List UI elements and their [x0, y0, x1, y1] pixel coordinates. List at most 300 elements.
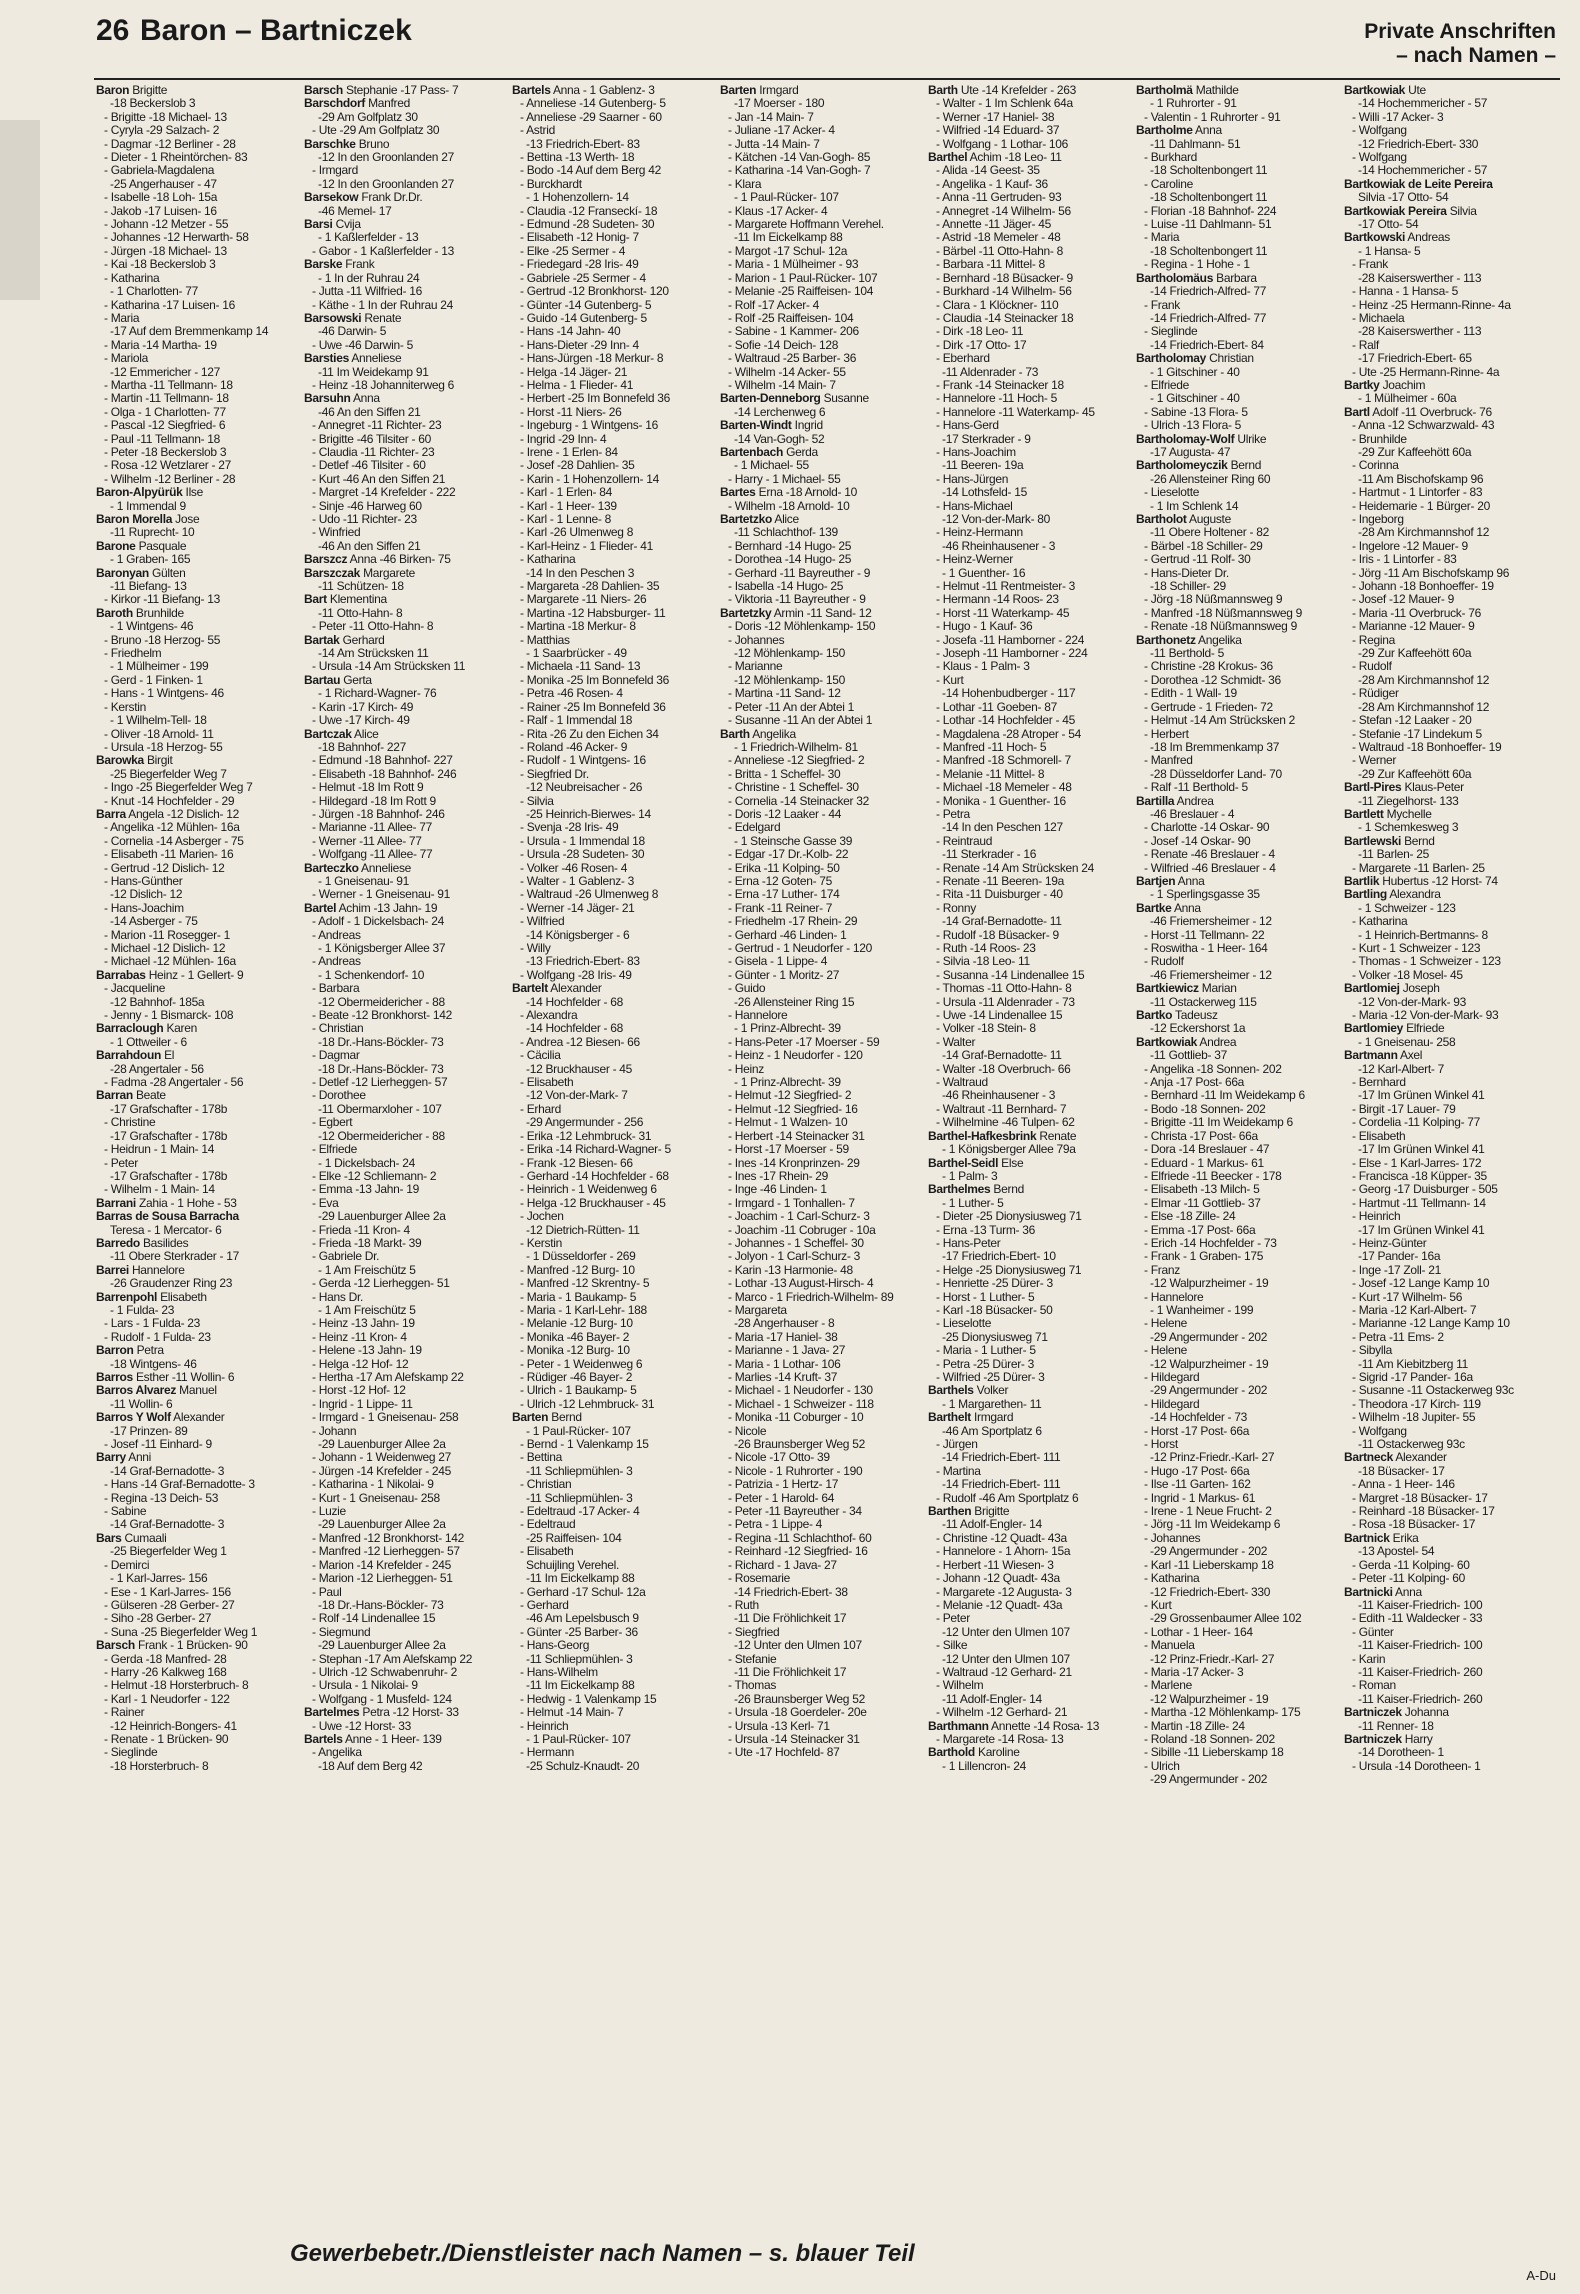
list-item: - Karl - 1 Erlen- 84 [520, 485, 613, 500]
list-item: - Melanie -12 Quadt- 43a [936, 1597, 1063, 1612]
list-item: - Karin -17 Kirch- 49 [312, 699, 414, 714]
list-item: - Helga -12 Hof- 12 [312, 1356, 409, 1371]
list-item: - Elisabeth -12 Honig- 7 [520, 230, 639, 245]
list-item: - Elfriede -11 Beecker - 178 [1144, 1168, 1282, 1183]
list-item: - Anna -12 Schwarzwald- 43 [1352, 418, 1495, 433]
list-item: - Karl - 1 Heer- 139 [520, 498, 617, 513]
list-item: - Wilhelm -18 Arnold- 10 [728, 498, 850, 513]
list-item: - Heinrich - 1 Weidenweg 6 [520, 1182, 657, 1197]
list-item: - Regina -11 Schlachthof- 60 [728, 1530, 872, 1545]
list-item: - Elke -12 Schliemann- 2 [312, 1168, 437, 1183]
list-item: - Hans-Joachim [104, 900, 184, 915]
list-item: -26 Graudenzer Ring 23 [110, 1276, 233, 1291]
list-item: -18 Bahnhof- 227 [318, 739, 406, 754]
list-item: - Rolf -17 Acker- 4 [728, 297, 819, 312]
list-item: - Werner -17 Haniel- 38 [936, 109, 1055, 124]
list-item: -29 Lauenburger Allee 2a [318, 1437, 446, 1452]
list-item: - Gülseren -28 Gerber- 27 [104, 1597, 235, 1612]
list-item: - Christine -28 Krokus- 36 [1144, 659, 1273, 674]
surname: Bartkowiak [1344, 84, 1406, 97]
list-item: -17 Grafschafter - 178b [110, 1168, 228, 1183]
list-item: - Wilfried [520, 914, 565, 929]
list-item [304, 593, 509, 606]
given-name: Klementina [329, 592, 387, 607]
list-item: -46 An den Siffen 21 [318, 538, 421, 553]
given-name: Angelika [752, 726, 796, 741]
given-name: Jose [175, 512, 200, 526]
list-item: - Johann -12 Metzer - 55 [104, 217, 229, 232]
list-item [96, 1639, 301, 1652]
list-item: - Margarete -11 Barlen- 25 [1352, 860, 1485, 875]
list-item: - Hans-Michael [936, 498, 1013, 513]
list-item [96, 1197, 301, 1210]
given-name: Petra [136, 1343, 164, 1358]
list-item: - Cäcilia [520, 1048, 561, 1063]
list-item: - Wolfgang -11 Allee- 77 [312, 847, 433, 862]
surname: Bartkowiak Pereira [1344, 203, 1447, 218]
given-name: Auguste [1189, 512, 1231, 526]
list-item: -46 Am Lepelsbusch 9 [526, 1611, 639, 1626]
surname: Bartniczek [1344, 1705, 1402, 1720]
list-item: - Eva [312, 1195, 339, 1210]
list-item: - Katharina -14 Van-Gogh- 7 [728, 163, 871, 178]
list-item: - Sieglinde [1144, 324, 1198, 339]
given-name: Alexander [550, 981, 602, 996]
given-name: Hubertus -12 Horst- 74 [1382, 873, 1498, 888]
list-item: - 1 Schemkesweg 3 [1358, 820, 1459, 835]
list-item: - Ursula - 1 Immendal 18 [520, 833, 645, 848]
surname: Barsuhn [304, 391, 351, 406]
list-item: - Walter - 1 Im Schlenk 64a [936, 96, 1073, 111]
list-item: - 1 Gneisenau- 91 [318, 873, 409, 888]
list-item: - 1 Paul-Rücker- 107 [526, 1423, 631, 1438]
surname: Barschdorf [304, 96, 366, 111]
list-item: - Johann -18 Bonhoeffer- 19 [1352, 579, 1494, 594]
list-item: - Kai -18 Beckerslob 3 [104, 257, 216, 272]
list-item: -29 Lauenburger Allee 2a [318, 1209, 446, 1224]
list-item: - Christine - 1 Scheffel- 30 [728, 780, 859, 795]
list-item: - Friedegard -28 Iris- 49 [520, 257, 639, 272]
list-item: - Bettina -13 Werth- 18 [520, 150, 635, 165]
given-name: Alexander [1395, 1450, 1447, 1465]
list-item: - 1 Gitschiner - 40 [1150, 364, 1240, 379]
list-item: -18 Beckerslob 3 [110, 96, 196, 111]
surname: Bartes [720, 485, 756, 500]
list-item [512, 982, 717, 995]
list-item: -46 Friemersheimer - 12 [1150, 967, 1272, 982]
list-item: - Oliver -18 Arnold- 11 [104, 726, 214, 741]
list-item: - Ingeburg - 1 Wintgens- 16 [520, 418, 658, 433]
list-item: - Heidemarie - 1 Bürger- 20 [1352, 498, 1490, 513]
list-item: - Katharina - 1 Nikolai- 9 [312, 1477, 434, 1492]
list-item [928, 1720, 1133, 1733]
list-item: - Gertrud -12 Bronkhorst- 120 [520, 284, 669, 299]
list-item: - Elke -25 Sermer - 4 [520, 243, 626, 258]
list-item: - Theodora -17 Kirch- 119 [1352, 1396, 1481, 1411]
list-item [1136, 1009, 1341, 1022]
surname: Barsties [304, 351, 349, 366]
list-item: - Marianne [728, 659, 783, 674]
surname: Barske [304, 257, 343, 272]
list-item: - Henriette -25 Dürer- 3 [936, 1276, 1053, 1291]
list-item: -11 Gottlieb- 37 [1150, 1048, 1228, 1063]
list-item: - Beate -12 Bronkhorst- 142 [312, 1008, 452, 1023]
list-item: - Brigitte -18 Michael- 13 [104, 109, 227, 124]
list-item: - Rita -26 Zu den Eichen 34 [520, 726, 659, 741]
list-item: - Helma - 1 Flieder- 41 [520, 377, 634, 392]
list-item: - Michael -18 Memeler - 48 [936, 780, 1072, 795]
list-item: - Manfred -12 Bronkhorst- 142 [312, 1530, 465, 1545]
list-item: - Burckhardt [520, 176, 582, 191]
list-item: - Valentin - 1 Ruhrorter - 91 [1144, 109, 1281, 124]
list-item [1136, 459, 1341, 472]
list-item [304, 902, 509, 915]
given-name: Zahia - 1 Hohe - 53 [138, 1195, 237, 1210]
list-item [96, 1291, 301, 1304]
section-title-line1: Private Anschriften [1364, 20, 1556, 43]
list-item: - Jolyon - 1 Carl-Schurz- 3 [728, 1249, 860, 1264]
list-item: - Horst -17 Post- 66a [1144, 1423, 1250, 1438]
list-item: - Rudolf -46 Am Sportplatz 6 [936, 1490, 1079, 1505]
list-item: - Jörg -11 Am Bischofskamp 96 [1352, 565, 1510, 580]
list-item: - Michaela [1352, 310, 1405, 325]
list-item [304, 138, 509, 151]
list-item: -11 Sterkrader - 16 [942, 847, 1037, 862]
surname: Barthel [928, 150, 968, 165]
surname: Barth [720, 726, 750, 741]
list-item: - Melanie -12 Burg- 10 [520, 1316, 633, 1331]
surname: Bartholomeyczik [1136, 458, 1228, 473]
list-item: - Patrizia - 1 Hertz- 17 [728, 1477, 839, 1492]
list-item: - Reinhard -12 Siegfried- 16 [728, 1544, 868, 1559]
list-item: - Klaus - 1 Palm- 3 [936, 659, 1030, 674]
list-item: - 1 Sperlingsgasse 35 [1150, 887, 1260, 902]
list-item [928, 1505, 1133, 1518]
list-item: - Walter -18 Overbruch- 66 [936, 1061, 1071, 1076]
list-item: - 1 Friedrich-Wilhelm- 81 [734, 739, 858, 754]
given-name: Bernd [551, 1410, 582, 1425]
list-item: - Josef -28 Dahlien- 35 [520, 458, 635, 473]
surname: Barsowski [304, 310, 362, 325]
list-item: - Günter - 1 Moritz- 27 [728, 967, 840, 982]
list-item [1136, 124, 1341, 137]
list-item: - 1 Mülheimer - 199 [110, 659, 209, 674]
list-item: -26 Braunsberger Weg 52 [734, 1691, 865, 1706]
surname: Barone [96, 538, 136, 553]
list-item: - Stefanie [728, 1651, 777, 1666]
list-item: - Heinz -18 Johanniterweg 6 [312, 377, 454, 392]
list-item: - Michael -12 Mühlen- 16a [104, 954, 236, 969]
surname: Bartetzky [720, 605, 772, 620]
list-item: - Katharina [1144, 1571, 1200, 1586]
list-item: - Margareta -28 Dahlien- 35 [520, 579, 660, 594]
list-item [304, 218, 509, 231]
list-item: - Hans -14 Jahn- 40 [520, 324, 621, 339]
side-tab-marker [0, 120, 40, 300]
surname: Bartkiewicz [1136, 981, 1199, 996]
list-item: - Gertrud -11 Rolf- 30 [1144, 552, 1251, 567]
surname: Barthold [928, 1745, 975, 1760]
list-item: - Regina -13 Deich- 53 [104, 1490, 219, 1505]
list-item: - Stefanie -17 Lindekum 5 [1352, 726, 1482, 741]
list-item: - Dirk -17 Otto- 17 [936, 337, 1027, 352]
list-item: -11 Im Eickelkamp 88 [526, 1571, 635, 1586]
surname: Bartholomay [1136, 351, 1207, 366]
list-item: - Ingrid - 1 Lippe- 11 [312, 1396, 413, 1411]
list-item: - Margarete -14 Rosa- 13 [936, 1731, 1064, 1746]
list-item: -25 Biegerfelder Weg 7 [110, 766, 227, 781]
list-item: - Angelika - 1 Kauf- 36 [936, 176, 1048, 191]
surname: Barthonetz [1136, 632, 1196, 647]
list-item [1344, 1049, 1549, 1062]
list-item: - Jakob -17 Luisen- 16 [104, 203, 217, 218]
list-item: - Herbert -25 Im Bonnefeld 36 [520, 391, 671, 406]
given-name: Anneliese [361, 860, 412, 875]
given-name: Brunhilde [135, 605, 184, 620]
list-item: -11 Kaiser-Friedrich- 100 [1358, 1638, 1483, 1653]
list-item: - Karl - 1 Lenne- 8 [520, 512, 612, 526]
list-item: - Regina [1352, 632, 1395, 647]
list-item: - 1 Palm- 3 [942, 1168, 998, 1183]
list-item [720, 486, 925, 499]
list-item: - Martin -11 Tellmann- 18 [104, 391, 229, 406]
list-item: - Martin -18 Zille- 24 [1144, 1718, 1245, 1733]
list-item: - Else - 1 Karl-Jarres- 172 [1352, 1155, 1482, 1170]
list-item: - 1 Steinsche Gasse 39 [734, 833, 853, 848]
list-item: - Volker -18 Stein- 8 [936, 1021, 1036, 1036]
list-item: -11 Kaiser-Friedrich- 260 [1358, 1691, 1483, 1706]
list-item: - Uwe -17 Kirch- 49 [312, 713, 410, 728]
list-item [928, 1183, 1133, 1196]
surname: Barowka [96, 753, 144, 768]
list-item: - Rolf -14 Lindenallee 15 [312, 1611, 436, 1626]
given-name: Ingrid [794, 418, 823, 433]
list-item: -12 Neubreisacher - 26 [526, 780, 643, 795]
list-item: - Monika -11 Coburger - 10 [728, 1410, 864, 1425]
list-item: -12 Prinz-Friedr.-Karl- 27 [1150, 1450, 1275, 1465]
list-item: - Olga - 1 Charlotten- 77 [104, 404, 226, 419]
list-item: - Adolf - 1 Dickelsbach- 24 [312, 914, 444, 929]
list-item: - Manfred -11 Hoch- 5 [936, 739, 1047, 754]
given-name: Joseph [1402, 981, 1440, 996]
list-item: - Petra -11 Ems- 2 [1352, 1329, 1444, 1344]
list-item: Silvia -17 Otto- 54 [1358, 190, 1449, 205]
list-item: - Jutta -14 Main- 7 [728, 136, 820, 151]
list-item: - Eberhard [936, 351, 990, 366]
list-item: - Herbert -11 Wiesen- 3 [936, 1557, 1054, 1572]
list-item: - Wilfried -46 Breslauer - 4 [1144, 860, 1276, 875]
list-item: - Silke [936, 1638, 968, 1653]
list-item: - Maria - 1 Baukamp- 5 [520, 1289, 637, 1304]
list-item: - Hertha -17 Am Alefskamp 22 [312, 1370, 464, 1384]
given-name: Ulrike [1237, 431, 1267, 446]
list-item: -28 Kaiserswerther - 113 [1358, 270, 1482, 285]
list-item [96, 969, 301, 982]
list-item [96, 1210, 301, 1223]
list-item: - 1 Gneisenau- 258 [1358, 1034, 1456, 1049]
list-item: - Wilhelm [936, 1678, 984, 1693]
list-item: - 1 Margarethen- 11 [942, 1396, 1042, 1411]
list-item: - Sofie -14 Deich- 128 [728, 337, 839, 352]
surname: Barron [96, 1343, 134, 1358]
list-item [304, 312, 509, 325]
list-item: - Burkhard [1144, 150, 1198, 165]
list-item: - Volker -18 Mosel- 45 [1352, 967, 1463, 982]
list-item: - 1 Graben- 165 [110, 552, 191, 567]
list-item [96, 1451, 301, 1464]
list-item: - Horst -17 Moerser - 59 [728, 1142, 849, 1157]
list-item: - Manfred -18 Nüßmannsweg 9 [1144, 605, 1302, 620]
list-item: -14 Hochemmericher - 57 [1358, 96, 1488, 111]
column-5 [928, 84, 1133, 2234]
list-item: - Hermann [520, 1745, 574, 1760]
list-item: -12 In den Groonlanden 27 [318, 150, 454, 165]
list-item: -12 Dislich- 12 [110, 887, 183, 902]
list-item: - Waltraud -12 Gerhard- 21 [936, 1664, 1072, 1679]
list-item: - Gerda -18 Manfred- 28 [104, 1651, 227, 1666]
list-item: - Melanie -11 Mittel- 8 [936, 766, 1045, 781]
list-item: - Cyryla -29 Salzach- 2 [104, 123, 220, 138]
list-item: - Joachim - 1 Carl-Schurz- 3 [728, 1209, 870, 1224]
list-item [304, 258, 509, 271]
list-item: - 1 Im Schlenk 14 [1150, 498, 1239, 513]
surname: Bartky [1344, 377, 1380, 392]
list-item [96, 1022, 301, 1035]
surname: Barsekow [304, 190, 359, 205]
list-item: -46 Friemersheimer - 12 [1150, 914, 1272, 929]
list-item: - Waltraud [936, 1075, 988, 1090]
surname: Bartniczek [1344, 1731, 1402, 1746]
list-item: - 1 Am Freischütz 5 [318, 1262, 416, 1277]
surname: Bartkowiak [1136, 1034, 1198, 1049]
surname: Barthels [928, 1383, 974, 1398]
list-item: - Rainer -25 Im Bonnefeld 36 [520, 699, 666, 714]
given-name: Harry [1404, 1731, 1433, 1746]
surname: Baron [96, 84, 130, 97]
list-item: - Helge -25 Dionysiusweg 71 [936, 1262, 1082, 1277]
list-item: -28 Am Kirchmannshof 12 [1358, 525, 1490, 540]
surname: Bartczak [304, 726, 352, 741]
surname: Barrei [96, 1262, 129, 1277]
list-item: - Dirk -18 Leo- 11 [936, 324, 1024, 339]
list-item: - Helene [1144, 1316, 1187, 1331]
list-item: - Kurt [1144, 1597, 1172, 1612]
list-item: - Peter -11 Otto-Hahn- 8 [312, 619, 434, 634]
list-item: - Monika -25 Im Bonnefeld 36 [520, 672, 670, 687]
list-item: - 1 Dickelsbach- 24 [318, 1155, 416, 1170]
list-item: -17 Grafschafter - 178b [110, 1101, 228, 1116]
list-item: - Corinna [1352, 458, 1399, 473]
list-item: - Rudolf -18 Büsacker- 9 [936, 927, 1059, 942]
given-name: Achim -13 Jahn- 19 [338, 900, 438, 915]
list-item: - Lars - 1 Fulda- 23 [104, 1316, 201, 1331]
list-item: - Hannelore - 1 Ahorn- 15a [936, 1544, 1071, 1559]
given-name: Renate [364, 310, 402, 325]
column-6 [1136, 84, 1341, 2234]
given-name: Andrea [1199, 1034, 1237, 1049]
list-item: - Hartmut -11 Tellmann- 14 [1352, 1195, 1486, 1210]
given-name: El [164, 1048, 175, 1063]
list-item: -14 Friedrich-Ebert- 38 [734, 1584, 848, 1599]
list-item: - 1 Immendal 9 [110, 498, 186, 513]
list-item: - Petra -25 Dürer- 3 [936, 1356, 1035, 1371]
list-item: - Christian [312, 1021, 364, 1036]
list-item: - Käthe - 1 In der Ruhrau 24 [312, 297, 454, 312]
list-item: - Nicole - 1 Ruhrorter - 190 [728, 1463, 863, 1478]
list-item: - Maria -11 Overbruck- 76 [1352, 605, 1481, 620]
list-item: -14 Lothsfeld- 15 [942, 485, 1027, 500]
list-item [1344, 1733, 1549, 1746]
list-item: - Stefan -12 Laaker - 20 [1352, 713, 1472, 728]
list-item: - Willi -17 Acker- 3 [1352, 109, 1444, 124]
list-item: - Hermann -14 Roos- 23 [936, 592, 1059, 607]
list-item: - Anna -11 Gertruden- 93 [936, 190, 1062, 205]
list-item [304, 1733, 509, 1746]
list-item: -29 Zur Kaffeehött 60a [1358, 646, 1472, 661]
list-item: - Kurt [936, 672, 964, 687]
list-item: - Georg -17 Duisburger - 505 [1352, 1182, 1498, 1197]
list-item: -25 Heinrich-Bierwes- 14 [526, 806, 651, 821]
given-name: Axel [1400, 1048, 1423, 1063]
list-item: - Ines -14 Kronprinzen- 29 [728, 1155, 860, 1170]
given-name: Manfred [368, 96, 410, 111]
list-item: - Joachim -11 Cobruger - 10a [728, 1222, 876, 1237]
list-item: -28 Kaiserswerther - 113 [1358, 324, 1482, 339]
list-item: -11 Renner- 18 [1358, 1718, 1434, 1733]
list-item: - Erna -17 Luther- 174 [728, 887, 840, 902]
given-name: Renate [1039, 1128, 1077, 1143]
list-item: - 1 Schweizer - 123 [1358, 900, 1456, 915]
surname: Bartels [512, 84, 551, 97]
list-item: - Christa -17 Post- 66a [1144, 1128, 1258, 1143]
list-item: -29 Angermunder - 256 [526, 1115, 644, 1130]
list-item: - Marianne -12 Mauer- 9 [1352, 619, 1475, 634]
list-item [1344, 205, 1549, 218]
list-item: -14 Asberger - 75 [110, 914, 198, 929]
list-item: - Hildegard [1144, 1396, 1200, 1411]
list-item: - Elisabeth [520, 1075, 574, 1090]
list-item: -11 Im Eickelkamp 88 [526, 1678, 635, 1693]
list-item: - Waltraud -26 Ulmenweg 8 [520, 887, 659, 902]
list-item: - Heinz-Werner [936, 552, 1013, 567]
list-item: - Elfriede [1144, 377, 1190, 392]
list-item [1136, 272, 1341, 285]
list-item: - Juliane -17 Acker- 4 [728, 123, 835, 138]
list-item [1344, 1706, 1549, 1719]
list-item: -46 Darwin- 5 [318, 324, 387, 339]
given-name: Barbara [1216, 270, 1257, 285]
list-item: - Werner -14 Jäger- 21 [520, 900, 635, 915]
list-item: - Peter -11 Kolping- 60 [1352, 1571, 1465, 1586]
list-item: - 1 Hohenzollern- 14 [526, 190, 629, 205]
list-item [1136, 513, 1341, 526]
list-item: - Detlef -12 Lierheggen- 57 [312, 1075, 448, 1090]
list-item: - Ulrich -12 Lehmbruck- 31 [520, 1396, 655, 1411]
list-item: - Kerstin [104, 699, 146, 714]
list-item: - Anneliese -29 Saarner - 60 [520, 109, 662, 124]
list-item: - Wilfried -14 Eduard- 37 [936, 123, 1060, 138]
list-item: -12 Unter den Ulmen 107 [942, 1624, 1070, 1639]
header-rule [94, 78, 1560, 80]
list-item: - Luzie [312, 1504, 346, 1519]
given-name: Marian [1201, 981, 1237, 996]
list-item [1136, 795, 1341, 808]
list-item [96, 486, 301, 499]
list-item: - Wilhelm -12 Gerhard- 21 [936, 1705, 1068, 1720]
list-item: - Susanna -14 Lindenallee 15 [936, 967, 1085, 982]
list-item: - Maria - 1 Karl-Lehr- 188 [520, 1302, 647, 1317]
list-item: - 1 Mülheimer - 60a [1358, 391, 1457, 406]
